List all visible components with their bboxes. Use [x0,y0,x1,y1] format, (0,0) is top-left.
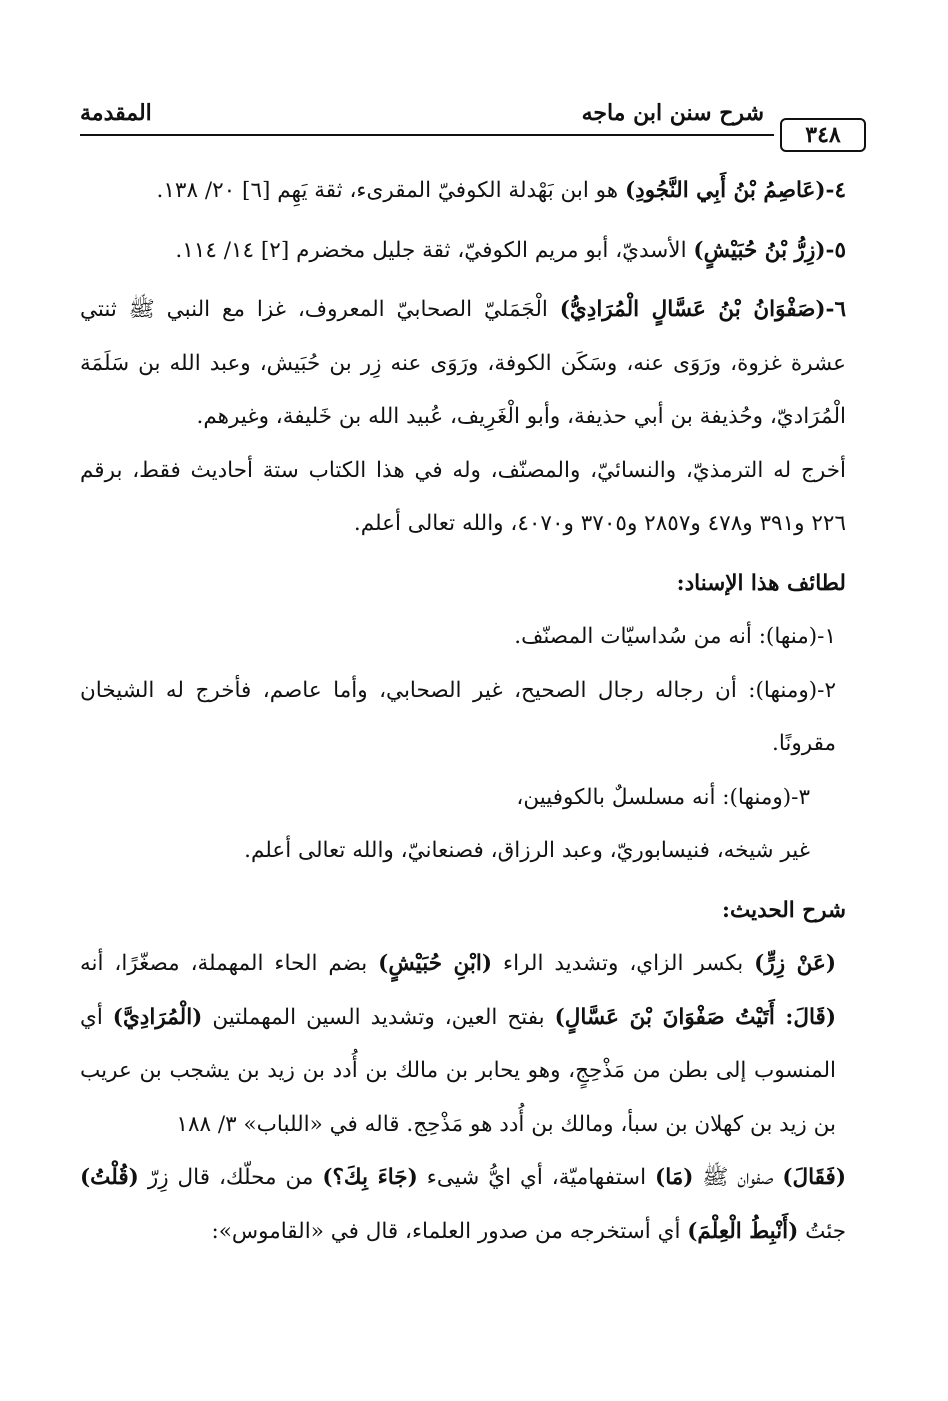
lataif-label: ٣-(ومنها): [722,784,810,810]
lataif-heading: لطائف هذا الإسناد: [676,570,846,596]
narrator-text: هو ابن بَهْدلة الكوفيّ المقرىء، ثقة يَهِم [٦] ٢٠/ ١٣٨. [156,178,625,203]
narrator-text: الأسديّ، أبو مريم الكوفيّ، ثقة جليل مخضرم [٢] ١٤/ ١١٤. [175,237,694,263]
commentary-text: استفهاميّة، أي ايُّ شيىء [417,1165,656,1190]
entry-number: ٥- [825,237,846,263]
sharh-heading: شرح الحديث: [722,897,846,923]
commentary-text: صفوان ﷺ [693,1165,783,1190]
commentary-text: بكسر الزاي، وتشديد الراء [492,951,755,976]
quoted-phrase: (مَا) [655,1165,694,1190]
entry-number: ٦- [825,297,846,322]
quoted-phrase: (فَقَالَ) [782,1165,846,1190]
lataif-text: أنه من سُداسيّات المصنّف. [514,624,759,649]
book-title: شرح سنن ابن ماجه [581,100,764,126]
quoted-phrase: (قَالَ: أَتَيْتُ صَفْوَانَ بْنَ عَسَّالٍ) [554,1004,836,1030]
lataif-item [80,610,846,664]
narrator-name: (زِرُّ بْنُ حُبَيْشٍ) [693,237,826,263]
lataif-item [80,771,846,825]
lataif-label: ٢-(ومنها): [748,677,836,703]
commentary-text: بفتح العين، وتشديد السين المهملتين [202,1004,555,1030]
quoted-phrase: (أَنْبِطُ الْعِلْمَ) [687,1218,799,1244]
page-header [80,92,866,162]
quoted-phrase: (عَنْ زِرٍّ) [754,951,836,976]
lataif-text: أنه مسلسلٌ بالكوفيين، [516,784,723,810]
lataif-item [80,664,846,771]
quoted-phrase: (جَاءَ بِكَ؟) [322,1165,418,1190]
commentary-text: جئتُ [798,1218,846,1244]
header-rule [80,134,774,136]
lataif-label: ١-(منها): [758,624,836,649]
quoted-phrase: (ابْنِ حُبَيْشٍ) [378,951,493,976]
lataif-continuation: غير شيخه، فنيسابوريّ، وعبد الرزاق، فصنعانيّ، والله تعالى أعلم. [244,838,810,863]
page-number: ٣٤٨ [780,118,866,152]
narrator-text: الْجَمَليّ الصحابيّ المعروف، غزا مع النبي ﷺ ثنتي عشرة غزوة، ورَوَى عنه، وسَكَن الكوفة، ورَوَى عنه زِر بن حُبَيش، وعبد الله بن سَلَمَة الْمُرَاديّ، وحُذيفة بن أبي حذيفة، وأبو الْغَرِيف، عُبيد الله بن خَليفة، وغيرهم. [80,297,846,429]
page-body [80,164,846,1258]
narrator-entry [80,164,846,218]
takhrij-paragraph: أخرج له الترمذيّ، والنسائيّ، والمصنّف، وله في هذا الكتاب ستة أحاديث فقط، برقم ٢٢٦ و٣٩١ و٤٧٨ و٢٨٥٧ و٣٧٠٥ و٤٠٧٠، والله تعالى أعلم. [80,457,846,536]
commentary-text: بضم الحاء المهملة، مصغّرًا، أنه [80,951,379,976]
commentary-text: من محلّك، قال زِرّ [138,1165,323,1190]
narrator-name: (صَفْوَانُ بْنُ عَسَّالٍ الْمُرَادِيُّ) [559,297,826,322]
commentary-text: أي المنسوب إلى بطن من مَذْحِجٍ، وهو يحابر بن مالك بن أُدد بن زيد بن يشجب بن عريب بن زيد بن كهلان بن سبأ، ومالك بن أُدد هو مَذْحِج. قاله في «اللباب» ٣/ ١٨٨ [80,1004,836,1137]
sharh-paragraph [80,1151,846,1258]
entry-number: ٤- [825,178,846,203]
section-title: المقدمة [80,100,152,126]
quoted-phrase: (الْمُرَادِيَّ) [112,1004,203,1030]
commentary-text: أي أستخرجه من صدور العلماء، قال في «القاموس»: [211,1218,688,1244]
narrator-entry [80,224,846,278]
sharh-paragraph [80,937,846,1151]
lataif-text: أن رجاله رجال الصحيح، غير الصحابي، وأما عاصم، فأخرج له الشيخان مقرونًا. [80,677,836,756]
quoted-phrase: (قُلْتُ) [80,1165,139,1190]
narrator-entry [80,283,846,444]
narrator-name: (عَاصِمُ بْنُ أَبِي النَّجُودِ) [624,178,826,203]
